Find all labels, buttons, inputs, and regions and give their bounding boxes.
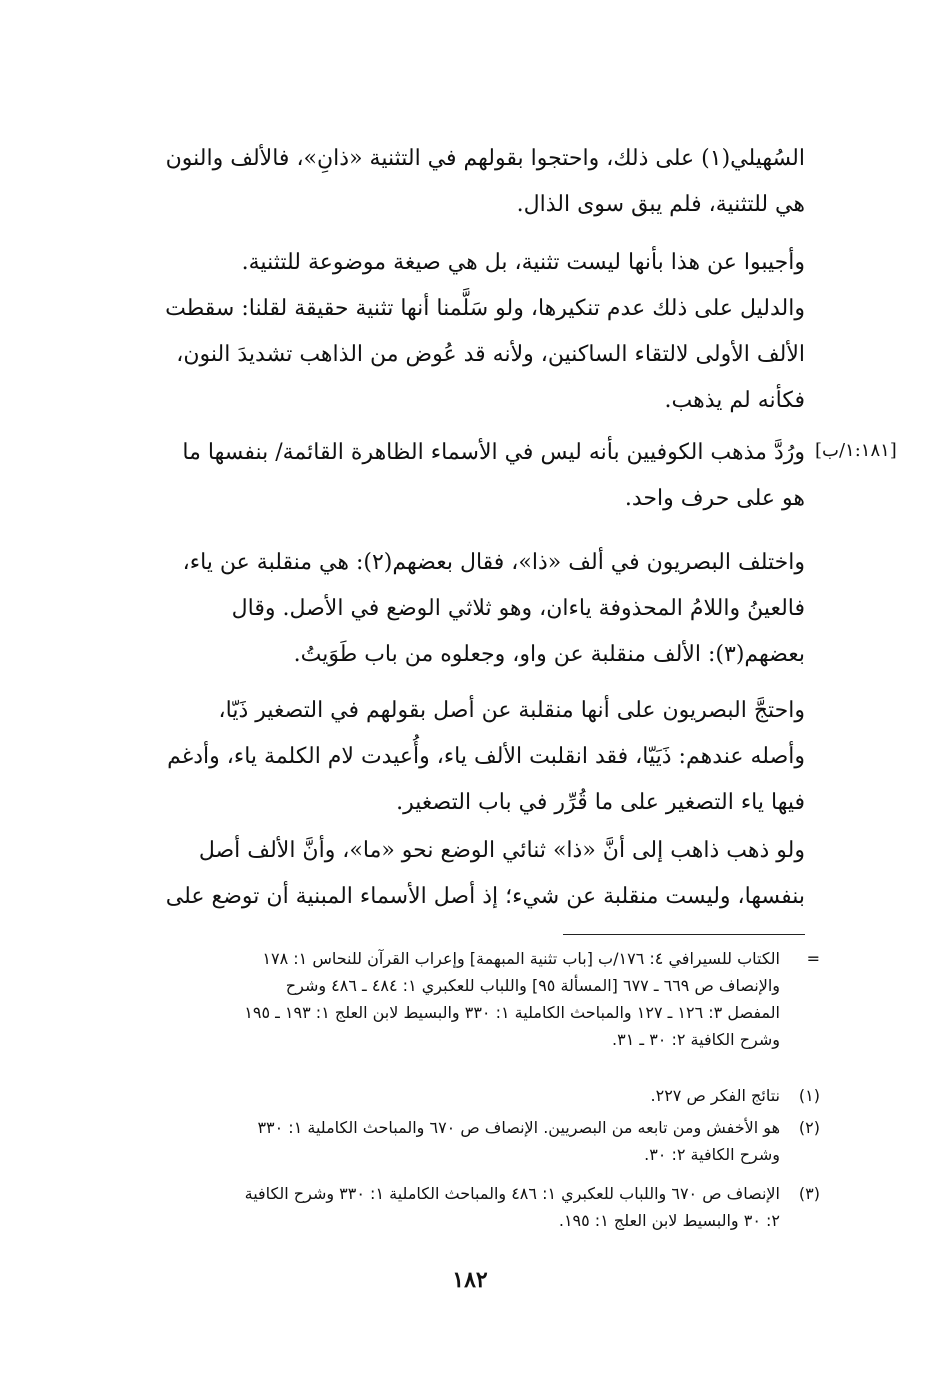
footnote-body: [105, 1082, 780, 1109]
paragraph-4: [105, 540, 805, 678]
text-line: والدليل على ذلك عدم تنكيرها، ولو سَلَّمنا أنها تثنية حقيقة لقلنا: سقطت: [165, 296, 805, 321]
text-line: الألف الأولى لالتقاء الساكنين، ولأنه قد عُوض من الذاهب تشديدَ النون،: [176, 342, 805, 367]
text-line: بنفسها، وليست منقلبة عن شيء؛ إذ أصل الأسماء المبنية أن توضع على: [165, 884, 805, 909]
text-line: هو على حرف واحد.: [624, 486, 805, 511]
footnote-mark: (٢): [798, 1118, 820, 1137]
footnote-3: [105, 1180, 820, 1234]
footnote-line: والإنصاف ص ٦٦٩ ـ ٦٧٧ [المسألة ٩٥] واللباب للعكبري ١: ٤٨٤ ـ ٤٨٦ وشرح: [285, 976, 780, 995]
footnote-body: [105, 1114, 780, 1168]
footnote-line: وشرح الكافية ٢: ٣٠ ـ ٣١.: [612, 1030, 780, 1049]
paragraph-5: [105, 688, 805, 826]
footnote-line: نتائج الفكر ص ٢٢٧.: [650, 1086, 780, 1105]
text-line: فكأنه لم يذهب.: [664, 388, 805, 413]
footnote-body: [105, 1180, 780, 1234]
text-line: وأجيبوا عن هذا بأنها ليست تثنية، بل هي صيغة موضوعة للتثنية.: [241, 250, 805, 275]
footnote-line: الإنصاف ص ٦٧٠ واللباب للعكبري ١: ٤٨٦ والمباحث الكاملية ١: ٣٣٠ وشرح الكافية: [244, 1184, 780, 1203]
footnote-mark: (٣): [798, 1184, 820, 1203]
footnote-body: [105, 945, 780, 1053]
page-number: ١٨٢: [452, 1267, 488, 1293]
footnote-line: وشرح الكافية ٢: ٣٠.: [644, 1145, 780, 1164]
text-line: فالعينُ واللامُ المحذوفة ياءان، وهو ثلاثي الوضع في الأصل. وقال: [231, 596, 805, 621]
footnote-1: [105, 1082, 820, 1109]
text-line: ورُدَّ مذهب الكوفيين بأنه ليس في الأسماء الظاهرة القائمة/ بنفسها ما: [182, 440, 805, 465]
footnote-separator: [563, 934, 805, 935]
text-line: السُهيلي(١) على ذلك، واحتجوا بقولهم في التثنية «ذانِ»، فالألف والنون: [165, 146, 805, 171]
text-line: فيها ياء التصغير على ما قُرِّر في باب التصغير.: [396, 790, 805, 815]
text-line: ولو ذهب ذاهب إلى أنَّ «ذا» ثنائي الوضع نحو «ما»، وأنَّ الألف أصل: [198, 838, 805, 863]
paragraph-1: [105, 136, 805, 228]
footnote-2: [105, 1114, 820, 1168]
footnote-line: المفصل ٣: ١٢٦ ـ ١٢٧ والمباحث الكاملية ١: ٣٣٠ والبسيط لابن العلج ١: ١٩٣ ـ ١٩٥: [244, 1003, 780, 1022]
text-line: واحتجَّ البصريون على أنها منقلبة عن أصل بقولهم في التصغير ذَيّا،: [218, 698, 805, 723]
margin-manuscript-reference: [١:١٨١/ب]: [815, 440, 897, 461]
footnote-mark: =: [806, 949, 820, 968]
paragraph-2: [105, 240, 805, 424]
footnote-continued: [105, 945, 820, 1053]
paragraph-6: [105, 828, 805, 920]
text-line: واختلف البصريون في ألف «ذا»، فقال بعضهم(٢): هي منقلبة عن ياء،: [182, 550, 805, 575]
text-line: وأصله عندهم: ذَيَيّا، فقد انقلبت الألف ياء، وأُعيدت لام الكلمة ياء، وأدغم: [167, 744, 805, 769]
footnote-line: هو الأخفش ومن تابعه من البصريين. الإنصاف ص ٦٧٠ والمباحث الكاملية ١: ٣٣٠: [257, 1118, 780, 1137]
footnote-line: ٢: ٣٠ والبسيط لابن العلج ١: ١٩٥.: [558, 1211, 780, 1230]
text-line: بعضهم(٣): الألف منقلبة عن واو، وجعلوه من باب طَوَيتُ.: [293, 642, 805, 667]
footnote-mark: (١): [798, 1086, 820, 1105]
text-line: هي للتثنية، فلم يبق سوى الذال.: [516, 192, 805, 217]
paragraph-3: [105, 430, 805, 522]
footnote-line: الكتاب للسيرافي ٤: ١٧٦/ب [باب تثنية المبهمة] وإعراب القرآن للنحاس ١: ١٧٨: [262, 949, 780, 968]
